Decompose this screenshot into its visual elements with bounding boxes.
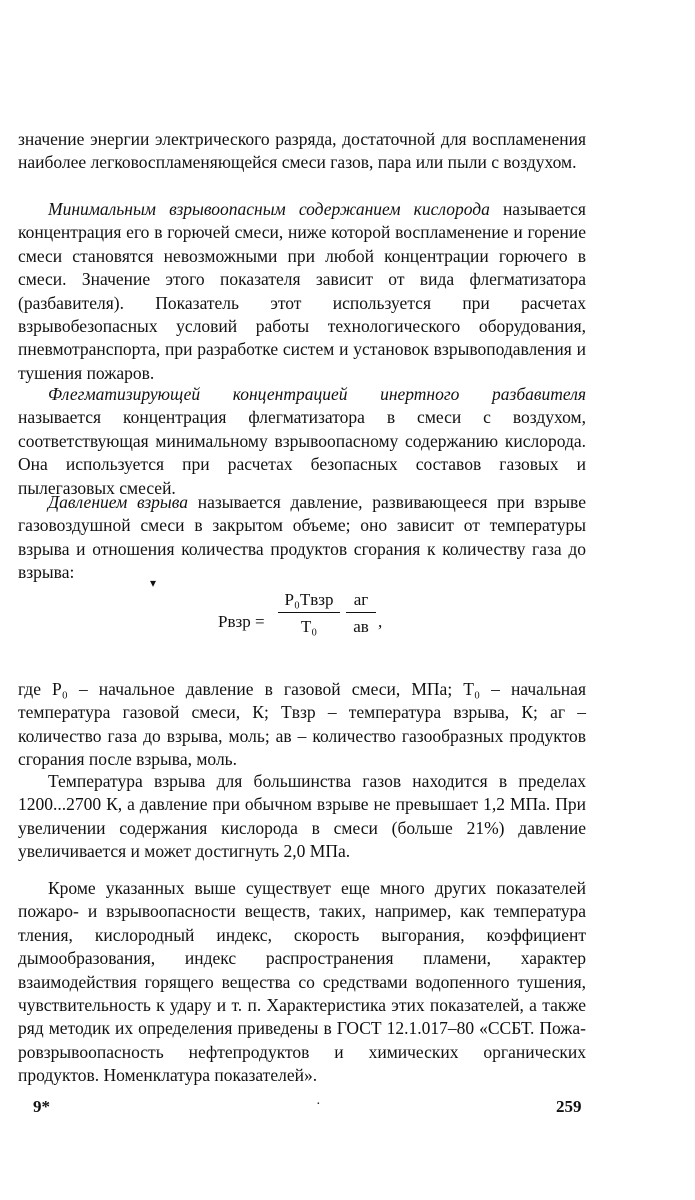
formula-frac1-denominator: T₀: [300, 617, 318, 636]
paragraph-explosion-pressure: [18, 491, 586, 585]
footer-dot: ·: [316, 1097, 321, 1112]
paragraph-1: значение энергии электрического разряда, достаточной для воспламенения наиболее легковоспламеняющейся смеси газов, пара или пыли с воздухом.: [18, 129, 586, 173]
formula-fraction-temperature: [278, 590, 340, 637]
paragraph-other-indicators: Кроме указанных выше существует еще много других показателей пожаро- и взрывоопасности веществ, таких, например, как температура тления, кислородный индекс, скорость выгорания, коэффициент дымообразования, индекс распространения пламени, характер взаимодействия горящего вещества со средствами водопенного тушения, чувствительность к удару и т. п. Характеристика этих показателей, а также ряд методик их определения приведены в ГОСТ 12.1.017–80 «ССБТ. Пожаровзрывоопасность нефтепродуктов и химических органических продуктов. Номенклатура показателей».: [18, 878, 586, 1086]
sheet-signature: 9*: [33, 1097, 50, 1116]
paragraph-where: где P₀ – начальное давление в газовой смеси, МПа; T₀ – начальная температура газовой смеси, К; Tвзр – температура взрыва, К; aг – количество газа до взрыва, моль; aв – количество газообразных продуктов сгорания после взрыва, моль.: [18, 679, 586, 770]
page-number: 259: [556, 1097, 582, 1116]
term-min-oxygen: Минимальным взрывоопасным содержанием кислорода: [48, 199, 490, 219]
term-explosion-pressure: Давлением взрыва: [48, 492, 188, 512]
formula-frac2-denominator: aв: [353, 617, 369, 636]
formula-lhs: Pвзр =: [218, 612, 265, 631]
paragraph-min-oxygen: [18, 198, 586, 385]
formula-fraction-moles: [346, 590, 376, 637]
formula-frac1-numerator: P₀Tвзр: [278, 590, 340, 613]
paragraph-phlegmatizing-text: называется концентрация флегматизатора в смеси с воздухом, соответствующая минимальному взрывоопасному содержанию кислорода. Она используется при расчетах безопасных составов газовых и пылегазовых смесей.: [18, 407, 586, 498]
paragraph-phlegmatizing: [18, 383, 586, 500]
paragraph-temperature: Температура взрыва для большинства газов находится в пределах 1200...2700 К, а давление при обычном взрыве не превышает 1,2 МПа. При увеличении содержания кислорода в смеси (больше 21%) давление увеличивается и может достигнуть 2,0 МПа.: [18, 771, 586, 862]
paragraph-min-oxygen-text: называется концентрация его в горючей смеси, ниже которой воспламенение и горение смеси становятся невозможными при любой концентрации горючего в смеси. Значение этого показателя зависит от вида флегматизатора (разбавителя). Показатель этот используется при расчетах взрывобезопасных условий работы технологического оборудования, пневмотранспорта, при разработке систем и установок взрывоподавления и тушения пожаров.: [18, 199, 586, 383]
formula-trailing-comma: ,: [378, 612, 383, 631]
paragraph-explosion-pressure-text: называется давление, развивающееся при взрыве газовоздушной смеси в закрытом объеме; оно зависит от температуры взрыва и отношения количества продуктов сгорания к количеству газа до взрыва:: [18, 492, 586, 583]
print-mark: ▾: [150, 576, 157, 590]
formula-frac2-numerator: aг: [346, 590, 376, 613]
explosion-pressure-formula: [218, 590, 438, 654]
term-phlegmatizing: Флегматизирующей концентрацией инертного разбавителя: [48, 384, 586, 404]
